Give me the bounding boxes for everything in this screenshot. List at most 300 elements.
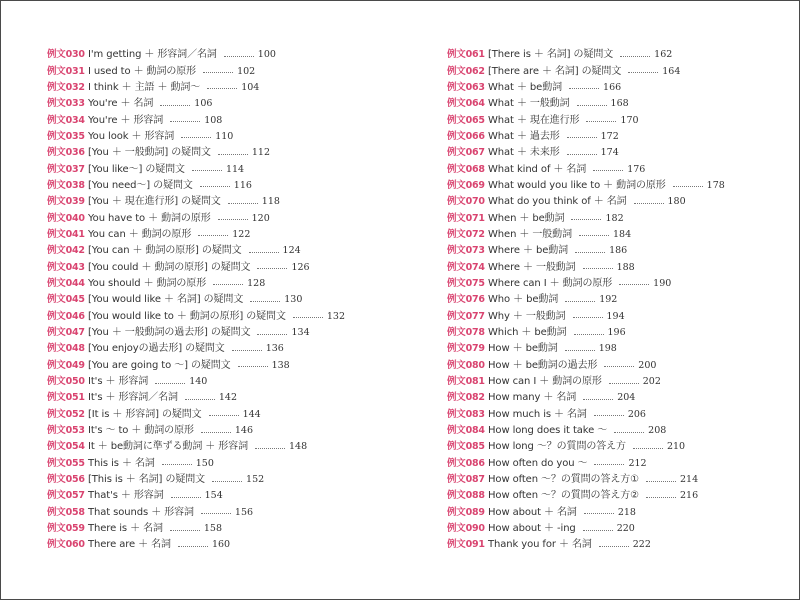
dot-leader — [575, 252, 605, 253]
entry-number: 例文039 — [47, 196, 85, 208]
toc-entry[interactable] — [47, 112, 345, 128]
dot-leader — [162, 464, 192, 465]
dot-leader — [249, 252, 279, 253]
entry-title: What ＋ be動詞 — [488, 81, 563, 93]
page-number: 154 — [204, 490, 223, 502]
dot-leader — [201, 432, 231, 433]
dot-leader — [293, 317, 323, 318]
toc-entry[interactable] — [47, 309, 345, 325]
entry-number: 例文044 — [47, 277, 85, 289]
dot-leader — [583, 530, 613, 531]
toc-left-column — [47, 47, 345, 554]
page-number: 102 — [237, 65, 256, 77]
entry-title: How can I ＋ 動詞の原形 — [488, 376, 602, 388]
entry-title: This is ＋ 名詞 — [88, 457, 155, 469]
entry-title: [You would like ＋ 名詞] の疑問文 — [88, 294, 244, 306]
entry-number: 例文035 — [47, 130, 85, 142]
toc-entry[interactable] — [447, 341, 725, 357]
entry-title: What ＋ 現在進行形 — [488, 114, 580, 126]
entry-number: 例文071 — [447, 212, 485, 224]
dot-leader — [646, 497, 676, 498]
entry-title: You look ＋ 形容詞 — [88, 130, 175, 142]
page-number: 134 — [291, 327, 310, 339]
toc-entry[interactable] — [447, 472, 725, 488]
entry-title: [You need～] の疑問文 — [88, 179, 193, 191]
entry-number: 例文067 — [447, 147, 485, 159]
entry-number: 例文032 — [47, 81, 85, 93]
entry-number: 例文074 — [447, 261, 485, 273]
dot-leader — [594, 464, 624, 465]
toc-entry[interactable] — [447, 505, 725, 521]
entry-title: How long does it take ～ — [488, 425, 608, 437]
toc-entry[interactable] — [47, 456, 345, 472]
entry-title: What ＋ 一般動詞 — [488, 98, 570, 110]
toc-entry[interactable] — [47, 472, 345, 488]
entry-title: It ＋ be動詞に準ずる動詞 ＋ 形容詞 — [88, 441, 248, 453]
page-number: 110 — [215, 130, 234, 142]
dot-leader — [185, 399, 215, 400]
entry-number: 例文038 — [47, 179, 85, 191]
page-number: 140 — [189, 376, 208, 388]
entry-title: Why ＋ 一般動詞 — [488, 310, 566, 322]
toc-entry[interactable] — [47, 63, 345, 79]
page-number: 198 — [598, 343, 617, 355]
toc-entry[interactable] — [447, 358, 725, 374]
dot-leader — [599, 546, 629, 547]
dot-leader — [584, 513, 614, 514]
toc-entry[interactable] — [47, 210, 345, 226]
toc-entry[interactable] — [47, 276, 345, 292]
toc-entry[interactable] — [447, 276, 725, 292]
entry-number: 例文069 — [447, 179, 485, 191]
dot-leader — [200, 186, 230, 187]
entry-title: You have to ＋ 動詞の原形 — [88, 212, 211, 224]
entry-title: There is ＋ 名詞 — [88, 523, 163, 535]
toc-entry[interactable] — [47, 390, 345, 406]
toc-entry[interactable] — [47, 358, 345, 374]
dot-leader — [604, 366, 634, 367]
page-number: 112 — [251, 147, 271, 159]
page-number: 170 — [620, 114, 639, 126]
toc-entry[interactable] — [447, 407, 725, 423]
entry-number: 例文053 — [47, 425, 85, 437]
dot-leader — [209, 415, 239, 416]
entry-number: 例文055 — [47, 457, 85, 469]
dot-leader — [583, 399, 613, 400]
toc-entry[interactable] — [447, 210, 725, 226]
dot-leader — [224, 56, 254, 57]
dot-leader — [628, 72, 658, 73]
page-number: 168 — [610, 98, 629, 110]
entry-title: It's ＋ 形容詞 — [88, 376, 149, 388]
dot-leader — [155, 383, 185, 384]
toc-entry[interactable] — [47, 374, 345, 390]
entry-title: How ＋ be動詞の過去形 — [488, 359, 598, 371]
page-number: 176 — [627, 163, 646, 175]
dot-leader — [192, 170, 222, 171]
toc-entry[interactable] — [447, 47, 725, 63]
toc-entry[interactable] — [47, 505, 345, 521]
entry-number: 例文040 — [47, 212, 85, 224]
entry-title: You should ＋ 動詞の原形 — [88, 277, 207, 289]
toc-entry[interactable] — [447, 423, 725, 439]
entry-number: 例文056 — [47, 474, 85, 486]
entry-title: How much is ＋ 名詞 — [488, 408, 587, 420]
entry-number: 例文085 — [447, 441, 485, 453]
page-number: 196 — [607, 327, 626, 339]
page-number: 136 — [265, 343, 284, 355]
entry-title: [There is ＋ 名詞] の疑問文 — [488, 49, 614, 61]
entry-number: 例文036 — [47, 147, 85, 159]
entry-number: 例文090 — [447, 523, 485, 535]
entry-number: 例文083 — [447, 408, 485, 420]
dot-leader — [573, 317, 603, 318]
entry-title: [It is ＋ 形容詞] の疑問文 — [88, 408, 202, 420]
entry-title: [You can ＋ 動詞の原形] の疑問文 — [88, 245, 242, 257]
entry-number: 例文087 — [447, 474, 485, 486]
entry-number: 例文089 — [447, 506, 485, 518]
dot-leader — [586, 121, 616, 122]
entry-number: 例文064 — [447, 98, 485, 110]
entry-number: 例文045 — [47, 294, 85, 306]
dot-leader — [574, 334, 604, 335]
entry-title: [You ＋ 一般動詞の過去形] の疑問文 — [88, 327, 251, 339]
dot-leader — [567, 154, 597, 155]
toc-entry[interactable] — [47, 423, 345, 439]
toc-entry[interactable] — [47, 80, 345, 96]
toc-entry[interactable] — [447, 145, 725, 161]
toc-entry[interactable] — [47, 47, 345, 63]
entry-title: How often ～？の質問の答え方② — [488, 490, 640, 502]
entry-number: 例文041 — [47, 228, 85, 240]
entry-title: [You enjoyの過去形] の疑問文 — [88, 343, 225, 355]
entry-title: [You ＋ 一般動詞] の疑問文 — [88, 147, 211, 159]
toc-entry[interactable] — [447, 521, 725, 537]
entry-title: Where ＋ 一般動詞 — [488, 261, 576, 273]
dot-leader — [255, 448, 285, 449]
toc-entry[interactable] — [47, 439, 345, 455]
dot-leader — [170, 530, 200, 531]
page-number: 116 — [233, 179, 252, 191]
entry-title: [You could ＋ 動詞の原形] の疑問文 — [88, 261, 251, 273]
page-number: 108 — [204, 114, 223, 126]
toc-entry[interactable] — [47, 407, 345, 423]
dot-leader — [634, 203, 664, 204]
entry-title: You're ＋ 形容詞 — [88, 114, 164, 126]
dot-leader — [577, 105, 607, 106]
dot-leader — [569, 88, 599, 89]
dot-leader — [250, 301, 280, 302]
entry-title: How ＋ be動詞 — [488, 343, 558, 355]
dot-leader — [238, 366, 268, 367]
page-number: 100 — [257, 49, 276, 61]
toc-entry[interactable] — [447, 227, 725, 243]
page-number: 184 — [612, 228, 632, 240]
entry-number: 例文075 — [447, 277, 485, 289]
page-number: 138 — [271, 359, 290, 371]
entry-title: Which ＋ be動詞 — [488, 327, 567, 339]
entry-title: How many ＋ 名詞 — [488, 392, 577, 404]
entry-number: 例文052 — [47, 408, 85, 420]
dot-leader — [609, 383, 639, 384]
page-number: 120 — [251, 212, 270, 224]
entry-title: What do you think of ＋ 名詞 — [488, 196, 627, 208]
dot-leader — [170, 121, 200, 122]
dot-leader — [620, 56, 650, 57]
page-number: 178 — [706, 179, 725, 191]
dot-leader — [213, 284, 243, 285]
entry-number: 例文086 — [447, 457, 485, 469]
entry-number: 例文033 — [47, 98, 85, 110]
page-number: 218 — [617, 506, 636, 518]
page-number: 200 — [638, 359, 657, 371]
page-number: 160 — [211, 539, 231, 551]
entry-title: You can ＋ 動詞の原形 — [88, 228, 192, 240]
entry-title: Thank you for ＋ 名詞 — [488, 539, 592, 551]
entry-number: 例文047 — [47, 327, 85, 339]
toc-entry[interactable] — [47, 243, 345, 259]
toc-entry[interactable] — [447, 129, 725, 145]
entry-number: 例文043 — [47, 261, 85, 273]
dot-leader — [565, 301, 595, 302]
entry-number: 例文062 — [447, 65, 485, 77]
dot-leader — [646, 481, 676, 482]
entry-number: 例文030 — [47, 49, 85, 61]
toc-entry[interactable] — [447, 439, 725, 455]
toc-entry[interactable] — [47, 521, 345, 537]
entry-title: It's ＋ 形容詞／名詞 — [88, 392, 178, 404]
page-number: 174 — [600, 147, 619, 159]
entry-number: 例文048 — [47, 343, 85, 355]
toc-entry[interactable] — [47, 145, 345, 161]
entry-title: It's ～ to ＋ 動詞の原形 — [88, 425, 194, 437]
dot-leader — [207, 88, 237, 89]
entry-number: 例文063 — [447, 81, 485, 93]
page-number: 188 — [616, 261, 635, 273]
page-number: 192 — [599, 294, 618, 306]
page-number: 190 — [653, 277, 672, 289]
page-number: 128 — [247, 277, 266, 289]
entry-title: How often ～？の質問の答え方① — [488, 474, 640, 486]
entry-title: That's ＋ 形容詞 — [88, 490, 164, 502]
entry-number: 例文054 — [47, 441, 85, 453]
toc-entry[interactable] — [447, 390, 725, 406]
toc-entry[interactable] — [47, 227, 345, 243]
dot-leader — [171, 497, 201, 498]
dot-leader — [218, 219, 248, 220]
entry-title: There are ＋ 名詞 — [88, 539, 171, 551]
page-number: 152 — [246, 474, 265, 486]
toc-entry[interactable] — [447, 194, 725, 210]
entry-title: You're ＋ 名詞 — [88, 98, 154, 110]
entry-title: When ＋ 一般動詞 — [488, 228, 572, 240]
toc-entry[interactable] — [447, 374, 725, 390]
toc-entry[interactable] — [47, 96, 345, 112]
entry-number: 例文068 — [447, 163, 485, 175]
dot-leader — [181, 137, 211, 138]
toc-entry[interactable] — [447, 161, 725, 177]
entry-number: 例文079 — [447, 343, 485, 355]
toc-entry[interactable] — [47, 537, 345, 553]
page-number: 164 — [662, 65, 681, 77]
entry-title: [You ＋ 現在進行形] の疑問文 — [88, 196, 221, 208]
entry-number: 例文059 — [47, 523, 85, 535]
toc-entry[interactable] — [447, 488, 725, 504]
entry-number: 例文037 — [47, 163, 85, 175]
toc-entry[interactable] — [447, 243, 725, 259]
toc-entry[interactable] — [47, 178, 345, 194]
entry-title: How about ＋ 名詞 — [488, 506, 577, 518]
page-number: 172 — [600, 130, 619, 142]
toc-entry[interactable] — [47, 259, 345, 275]
entry-title: What ＋ 過去形 — [488, 130, 560, 142]
toc-entry[interactable] — [47, 194, 345, 210]
entry-number: 例文061 — [447, 49, 485, 61]
entry-number: 例文091 — [447, 539, 485, 551]
page-number: 206 — [627, 408, 646, 420]
entry-number: 例文049 — [47, 359, 85, 371]
entry-number: 例文066 — [447, 130, 485, 142]
entry-title: How often do you ～ — [488, 457, 588, 469]
dot-leader — [567, 137, 597, 138]
entry-number: 例文046 — [47, 310, 85, 322]
toc-entry[interactable] — [47, 129, 345, 145]
page-number: 194 — [606, 310, 625, 322]
page-number: 148 — [289, 441, 308, 453]
page-number: 106 — [194, 98, 213, 110]
dot-leader — [232, 350, 262, 351]
toc-right-column — [447, 47, 725, 554]
dot-leader — [571, 219, 601, 220]
toc-entry[interactable] — [447, 456, 725, 472]
page-number: 130 — [284, 294, 303, 306]
entry-number: 例文078 — [447, 327, 485, 339]
dot-leader — [593, 170, 623, 171]
page-number: 118 — [261, 196, 280, 208]
entry-title: [There are ＋ 名詞] の疑問文 — [488, 65, 622, 77]
entry-number: 例文084 — [447, 425, 485, 437]
toc-entry[interactable] — [447, 96, 725, 112]
dot-leader — [257, 268, 287, 269]
dot-leader — [228, 203, 258, 204]
toc-entry[interactable] — [447, 80, 725, 96]
page-number: 150 — [195, 457, 214, 469]
dot-leader — [633, 448, 663, 449]
page-number: 220 — [616, 523, 635, 535]
entry-number: 例文057 — [47, 490, 85, 502]
entry-title: Who ＋ be動詞 — [488, 294, 559, 306]
dot-leader — [579, 235, 609, 236]
page-number: 204 — [617, 392, 636, 404]
entry-number: 例文076 — [447, 294, 485, 306]
toc-entry[interactable] — [447, 292, 725, 308]
entry-number: 例文073 — [447, 245, 485, 257]
dot-leader — [218, 154, 248, 155]
page-number: 216 — [680, 490, 699, 502]
page-number: 104 — [241, 81, 260, 93]
entry-number: 例文077 — [447, 310, 485, 322]
toc-entry[interactable] — [447, 325, 725, 341]
dot-leader — [178, 546, 208, 547]
page-number: 144 — [242, 408, 261, 420]
dot-leader — [594, 415, 624, 416]
page-number: 202 — [642, 376, 661, 388]
entry-title: [This is ＋ 名詞] の疑問文 — [88, 474, 206, 486]
entry-number: 例文058 — [47, 506, 85, 518]
toc-entry[interactable] — [47, 325, 345, 341]
dot-leader — [614, 432, 644, 433]
entry-title: I'm getting ＋ 形容詞／名詞 — [88, 49, 217, 61]
toc-entry[interactable] — [47, 488, 345, 504]
dot-leader — [673, 186, 703, 187]
page-number: 208 — [648, 425, 667, 437]
page-number: 122 — [232, 228, 251, 240]
entry-title: What kind of ＋ 名詞 — [488, 163, 587, 175]
entry-title: What ＋ 未来形 — [488, 147, 560, 159]
toc-entry[interactable] — [447, 63, 725, 79]
dot-leader — [198, 235, 228, 236]
entry-number: 例文081 — [447, 376, 485, 388]
page-number: 124 — [282, 245, 301, 257]
toc-entry[interactable] — [447, 112, 725, 128]
page-number: 132 — [326, 310, 345, 322]
entry-title: How about ＋ -ing — [488, 523, 576, 535]
page-number: 166 — [603, 81, 622, 93]
toc-entry[interactable] — [447, 537, 725, 553]
entry-title: When ＋ be動詞 — [488, 212, 565, 224]
entry-number: 例文082 — [447, 392, 485, 404]
entry-number: 例文065 — [447, 114, 485, 126]
dot-leader — [160, 105, 190, 106]
entry-title: I used to ＋ 動詞の原形 — [88, 65, 197, 77]
dot-leader — [583, 268, 613, 269]
page-number: 182 — [605, 212, 624, 224]
toc-entry[interactable] — [47, 161, 345, 177]
dot-leader — [565, 350, 595, 351]
toc-entry[interactable] — [47, 292, 345, 308]
entry-title: That sounds ＋ 形容詞 — [88, 506, 194, 518]
entry-number: 例文070 — [447, 196, 485, 208]
page-number: 146 — [234, 425, 254, 437]
page-number: 126 — [291, 261, 310, 273]
toc-entry[interactable] — [47, 341, 345, 357]
entry-title: [You like～] の疑問文 — [88, 163, 185, 175]
entry-title: What would you like to ＋ 動詞の原形 — [488, 179, 666, 191]
entry-number: 例文051 — [47, 392, 85, 404]
dot-leader — [203, 72, 233, 73]
entry-number: 例文060 — [47, 539, 85, 551]
entry-title: [You would like to ＋ 動詞の原形] の疑問文 — [88, 310, 286, 322]
toc-entry[interactable] — [447, 178, 725, 194]
page-number: 210 — [666, 441, 686, 453]
entry-number: 例文088 — [447, 490, 485, 502]
page-number: 214 — [680, 474, 699, 486]
entry-title: [You are going to ～] の疑問文 — [88, 359, 231, 371]
page-number: 222 — [632, 539, 651, 551]
dot-leader — [201, 513, 231, 514]
dot-leader — [257, 334, 287, 335]
entry-title: Where ＋ be動詞 — [488, 245, 569, 257]
toc-entry[interactable] — [447, 309, 725, 325]
entry-number: 例文072 — [447, 228, 485, 240]
page-number: 186 — [609, 245, 628, 257]
toc-entry[interactable] — [447, 259, 725, 275]
dot-leader — [212, 481, 242, 482]
dot-leader — [619, 284, 649, 285]
page-number: 156 — [234, 506, 254, 518]
entry-title: I think ＋ 主語 ＋ 動詞～ — [88, 81, 201, 93]
page-number: 212 — [628, 457, 647, 469]
